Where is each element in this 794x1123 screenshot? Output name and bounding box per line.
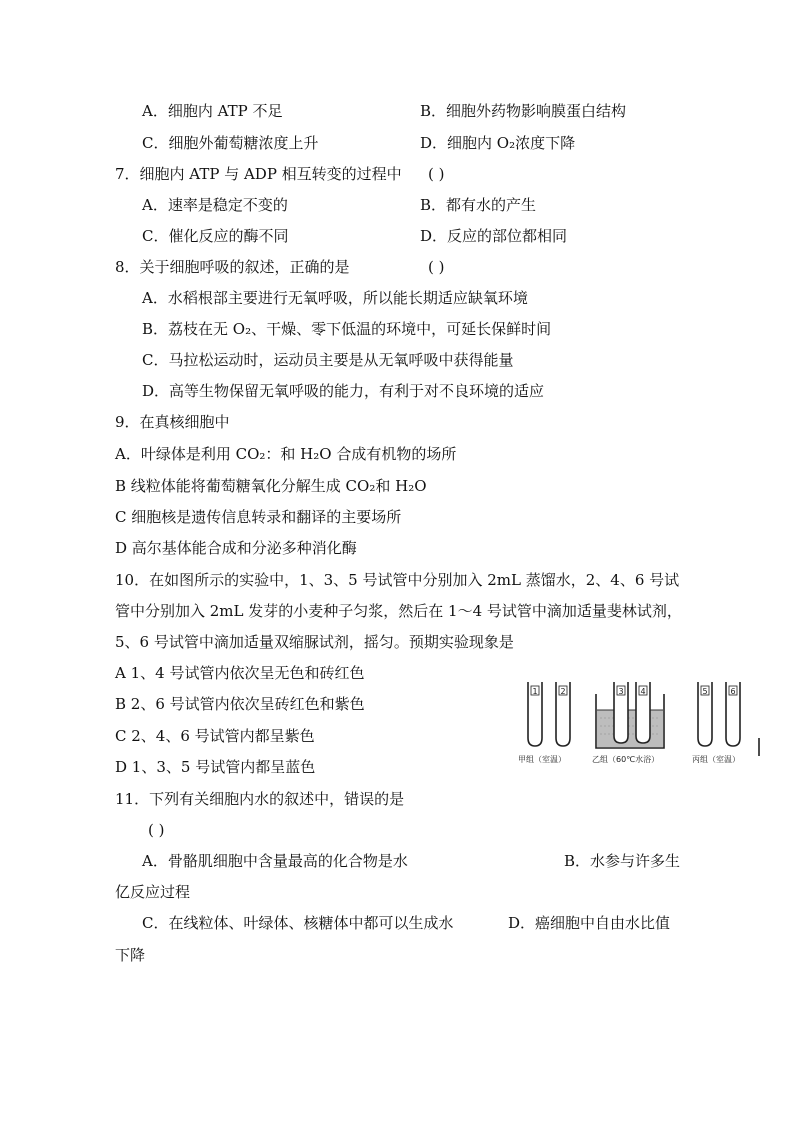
q6-option-a: A．细胞内 ATP 不足 (142, 102, 283, 120)
q11-option-a: A．骨骼肌细胞中含量最高的化合物是水 (142, 852, 408, 870)
group-c-caption: 丙组（室温） (692, 755, 740, 764)
q6-option-c: C．细胞外葡萄糖浓度上升 (142, 134, 319, 152)
q10-option-d: D 1、3、5 号试管内都呈蓝色 (115, 758, 316, 776)
q11-option-c: C．在线粒体、叶绿体、核糖体中都可以生成水 (142, 914, 454, 932)
test-tube-figure (512, 676, 764, 768)
q9-option-b: B 线粒体能将葡萄糖氧化分解生成 CO₂和 H₂O (115, 477, 427, 495)
q11-option-d-continued: 下降 (115, 946, 146, 964)
q7-option-a: A．速率是稳定不变的 (142, 196, 288, 214)
q8-option-b: B．荔枝在无 O₂、干燥、零下低温的环境中，可延长保鲜时间 (142, 320, 552, 338)
tube-label-1: 1 (532, 687, 538, 696)
q7-option-b: B．都有水的产生 (420, 196, 537, 214)
q9-option-a: A．叶绿体是利用 CO₂：和 H₂O 合成有机物的场所 (115, 445, 457, 463)
water-bath-beaker (596, 694, 664, 748)
q10-option-b: B 2、6 号试管内依次呈砖红色和紫色 (115, 695, 365, 713)
tube-label-5: 5 (702, 687, 708, 696)
q7-option-c: C．催化反应的酶不同 (142, 227, 289, 245)
group-a-caption: 甲组（室温） (518, 755, 566, 764)
tube-label-4: 4 (640, 687, 646, 696)
q8-option-d: D．高等生物保留无氧呼吸的能力，有利于对不良环境的适应 (142, 382, 545, 400)
tube-label-6: 6 (730, 687, 736, 696)
q7-answer-paren: ( ) (428, 165, 445, 183)
q7-option-d: D．反应的部位都相同 (420, 227, 568, 245)
q10-stem-line-2: 管中分别加入 2mL 发芽的小麦种子匀浆，然后在 1～4 号试管中滴加适量斐林试剂， (115, 602, 682, 620)
q9-option-c: C 细胞核是遗传信息转录和翻译的主要场所 (115, 508, 402, 526)
q10-option-c: C 2、4、6 号试管内都呈紫色 (115, 727, 315, 745)
q10-option-a: A 1、4 号试管内依次呈无色和砖红色 (115, 664, 365, 682)
q6-option-d: D．细胞内 O₂浓度下降 (420, 134, 576, 152)
q11-option-b: B．水参与许多生 (564, 852, 681, 870)
q11-option-d: D．癌细胞中自由水比值 (508, 914, 671, 932)
q8-option-c: C．马拉松运动时，运动员主要是从无氧呼吸中获得能量 (142, 351, 514, 369)
tube-label-2: 2 (560, 687, 566, 696)
q11-stem: 11．下列有关细胞内水的叙述中，错误的是 (115, 790, 405, 808)
q11-answer-paren: ( ) (148, 821, 165, 839)
q8-stem: 8．关于细胞呼吸的叙述，正确的是 (115, 258, 350, 276)
tube-label-3: 3 (618, 687, 624, 696)
q10-stem-line-3: 5、6 号试管中滴加适量双缩脲试剂，摇匀。预期实验现象是 (115, 633, 514, 651)
q9-stem: 9．在真核细胞中 (115, 413, 230, 431)
q6-option-b: B．细胞外药物影响膜蛋白结构 (420, 102, 627, 120)
q7-stem: 7．细胞内 ATP 与 ADP 相互转变的过程中 (115, 165, 402, 183)
q8-option-a: A．水稻根部主要进行无氧呼吸，所以能长期适应缺氧环境 (142, 289, 528, 307)
group-b-caption: 乙组（60℃水浴） (592, 755, 660, 764)
q11-option-b-continued: 亿反应过程 (115, 883, 191, 901)
q9-option-d: D 高尔基体能合成和分泌多种消化酶 (115, 539, 357, 557)
q10-stem-line-1: 10．在如图所示的实验中，1、3、5 号试管中分别加入 2mL 蒸馏水，2、4、6 号试 (115, 571, 680, 589)
q8-answer-paren: ( ) (428, 258, 445, 276)
